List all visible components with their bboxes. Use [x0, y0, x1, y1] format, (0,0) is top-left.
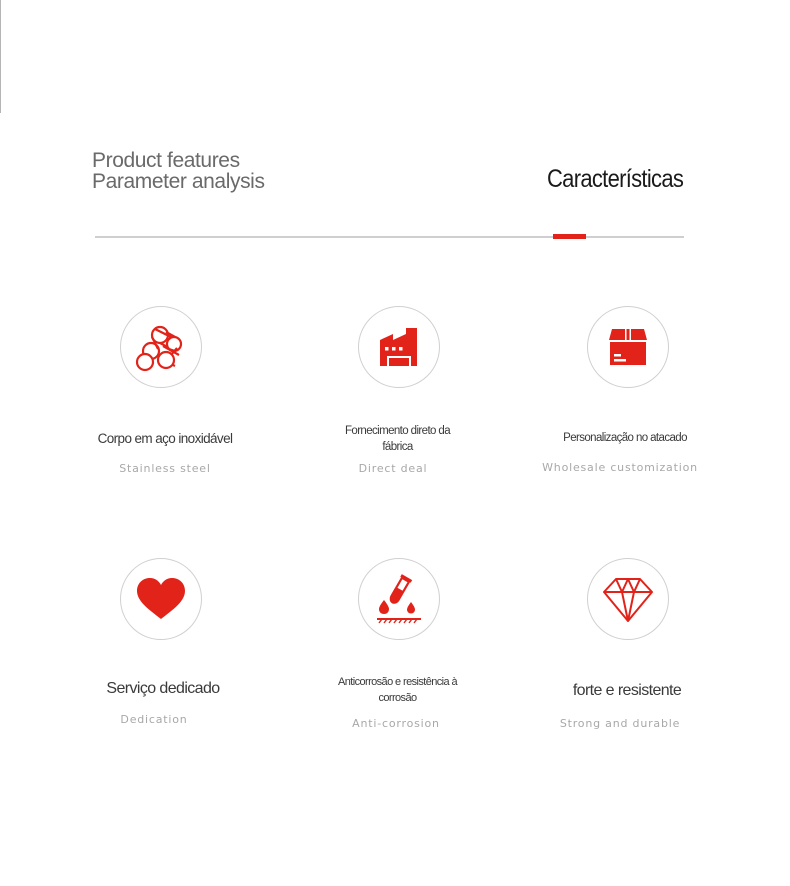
header-subtitle-block — [92, 150, 265, 192]
feature-subtitle-wholesale-customization: Wholesale customization — [542, 461, 698, 474]
diamond-icon — [600, 571, 656, 627]
heart-icon — [133, 571, 189, 627]
header-line-parameter-analysis: Parameter analysis — [92, 170, 265, 193]
feature-title-strong-durable: forte e resistente — [572, 682, 682, 699]
heart-icon-circle — [120, 558, 202, 640]
steel-pipes-icon-circle — [120, 306, 202, 388]
feature-title-dedication: Serviço dedicado — [106, 680, 220, 697]
feature-title-wholesale-customization: Personalização no atacado — [563, 432, 687, 444]
feature-title-anti-corrosion: Anticorrosão e resistência à corrosão — [338, 676, 457, 704]
feature-subtitle-direct-deal: Direct deal — [358, 462, 428, 475]
chemical-drop-icon-circle — [358, 558, 440, 640]
factory-icon-circle — [358, 306, 440, 388]
page-title: Características — [547, 165, 684, 193]
header-divider — [95, 236, 684, 238]
feature-subtitle-stainless-steel: Stainless steel — [119, 462, 211, 475]
package-box-icon — [600, 319, 656, 375]
factory-icon — [371, 319, 427, 375]
feature-subtitle-anti-corrosion: Anti-corrosion — [352, 717, 440, 730]
package-box-icon-circle — [587, 306, 669, 388]
header-line-product-features: Product features — [92, 149, 240, 172]
header-divider-accent — [553, 234, 586, 239]
feature-subtitle-dedication: Dedication — [120, 713, 188, 726]
left-edge-line — [0, 0, 1, 113]
feature-title-stainless-steel: Corpo em aço inoxidável — [97, 431, 233, 446]
feature-title-direct-deal: Fornecimento direto da fábrica — [344, 425, 451, 453]
feature-subtitle-strong-durable: Strong and durable — [559, 717, 681, 730]
steel-pipes-icon — [133, 319, 189, 375]
diamond-icon-circle — [587, 558, 669, 640]
chemical-drop-icon — [371, 571, 427, 627]
